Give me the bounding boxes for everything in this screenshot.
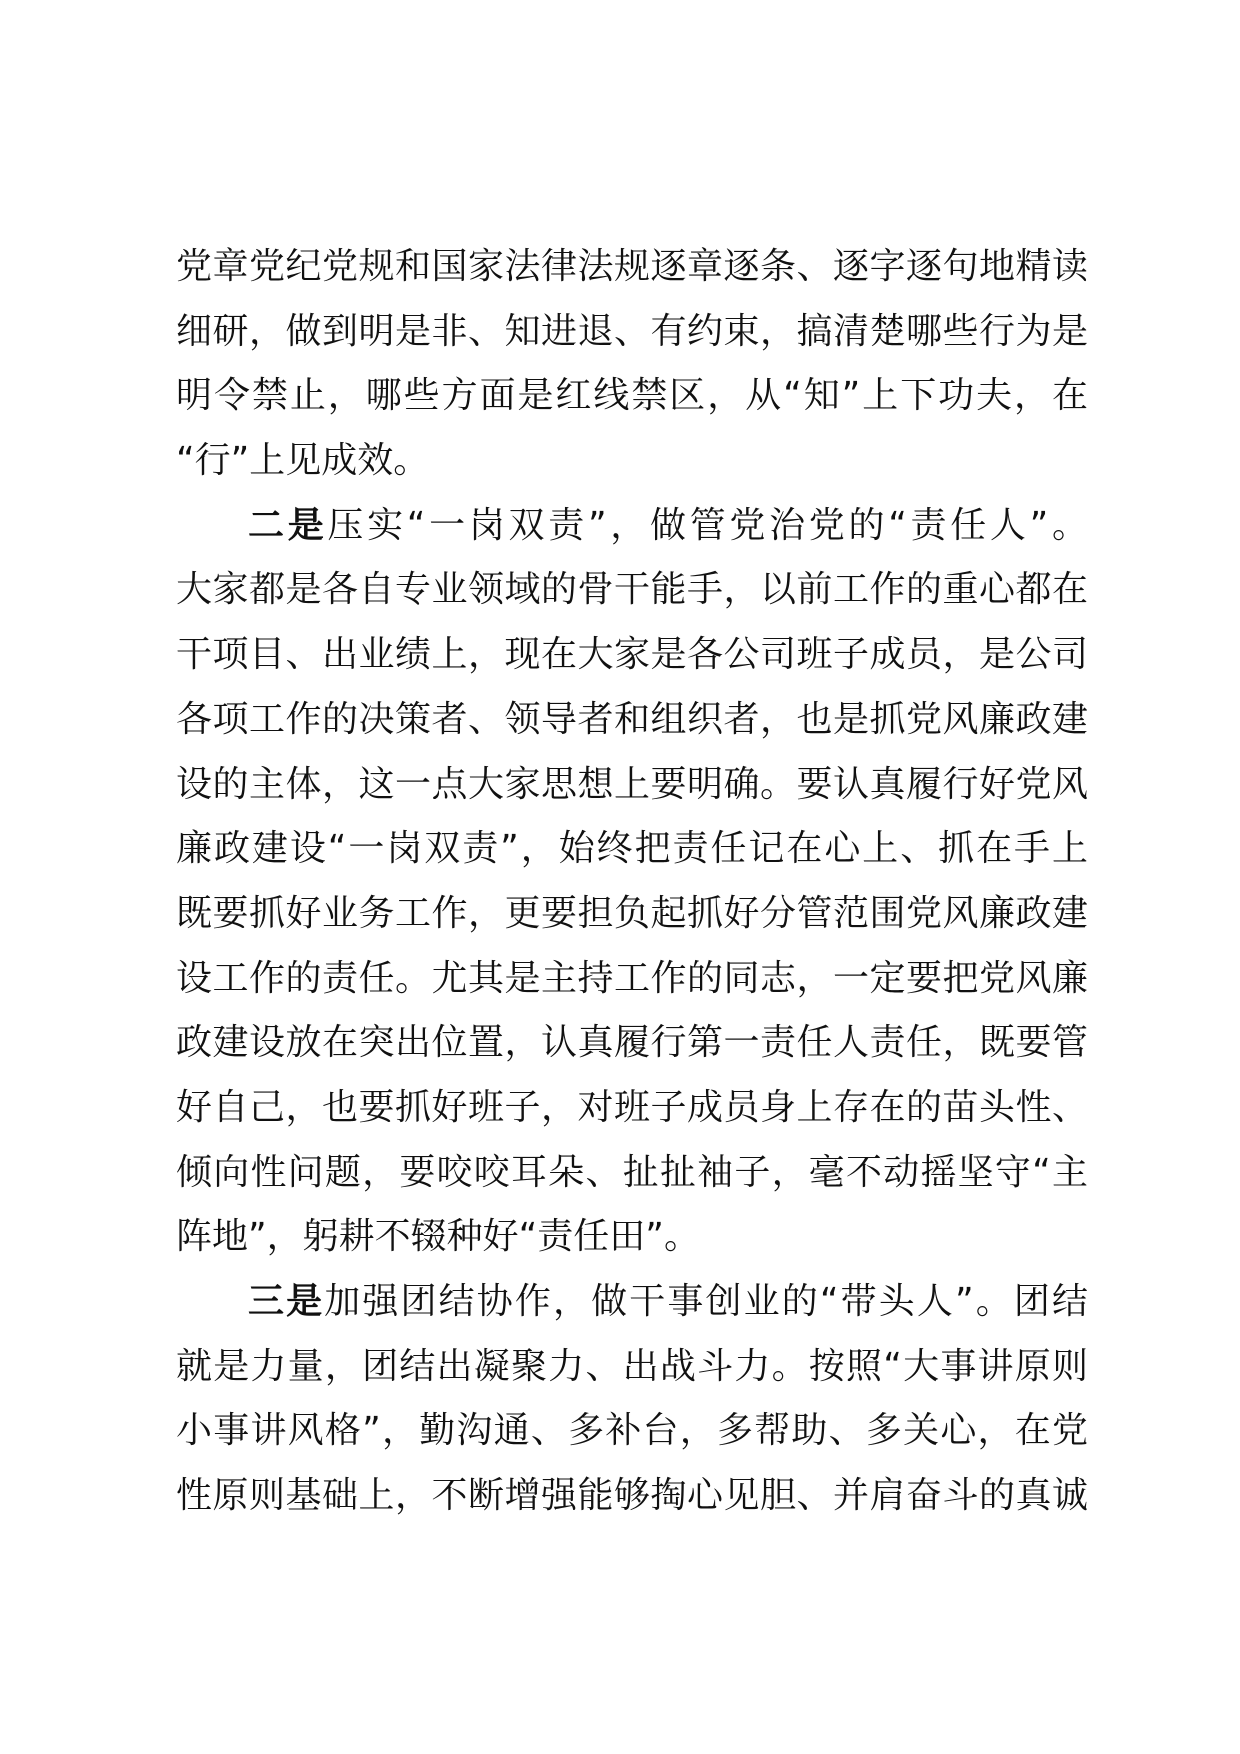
text-line: 小事讲风格”，勤沟通、多补台，多帮助、多关心，在党 <box>176 1410 1088 1452</box>
paragraph-heading-text: 压实“一岗双责”，做管党治党的“责任人”。 <box>327 504 1088 546</box>
text-line: 各项工作的决策者、领导者和组织者，也是抓党风廉政建 <box>176 698 1088 740</box>
text-line: 倾向性问题，要咬咬耳朵、扯扯袖子，毫不动摇坚守“主 <box>176 1151 1088 1193</box>
body-text <box>176 235 1088 1529</box>
text-line: 细研，做到明是非、知进退、有约束，搞清楚哪些行为是 <box>176 310 1088 352</box>
paragraph-heading-text: 加强团结协作，做干事创业的“带头人”。团结 <box>324 1281 1088 1322</box>
text-line: 设工作的责任。尤其是主持工作的同志，一定要把党风廉 <box>176 957 1088 999</box>
paragraph-lead: 二是 <box>248 504 328 546</box>
text-line: 政建设放在突出位置，认真履行第一责任人责任，既要管 <box>176 1022 1088 1064</box>
text-line: 阵地”，躬耕不辍种好“责任田”。 <box>176 1216 700 1258</box>
text-line: “行”上见成效。 <box>176 440 430 482</box>
text-line: 廉政建设“一岗双责”，始终把责任记在心上、抓在手上 <box>176 828 1088 870</box>
text-line: 设的主体，这一点大家思想上要明确。要认真履行好党风 <box>176 763 1088 805</box>
text-line: 性原则基础上，不断增强能够掏心见胆、并肩奋斗的真诚 <box>176 1475 1088 1517</box>
paragraph-2-first-line <box>176 494 1088 559</box>
text-line: 就是力量，团结出凝聚力、出战斗力。按照“大事讲原则 <box>176 1345 1088 1387</box>
text-line: 干项目、出业绩上，现在大家是各公司班子成员，是公司 <box>176 634 1088 676</box>
paragraph-lead: 三是 <box>248 1281 325 1322</box>
text-line: 明令禁止，哪些方面是红线禁区，从“知”上下功夫，在 <box>176 375 1088 417</box>
text-line: 党章党纪党规和国家法律法规逐章逐条、逐字逐句地精读 <box>176 246 1088 287</box>
text-line: 好自己，也要抓好班子，对班子成员身上存在的苗头性、 <box>176 1086 1088 1128</box>
text-line: 既要抓好业务工作，更要担负起抓好分管范围党风廉政建 <box>176 892 1088 934</box>
text-line: 大家都是各自专业领域的骨干能手，以前工作的重心都在 <box>176 569 1088 611</box>
paragraph-3-first-line <box>176 1270 1088 1335</box>
